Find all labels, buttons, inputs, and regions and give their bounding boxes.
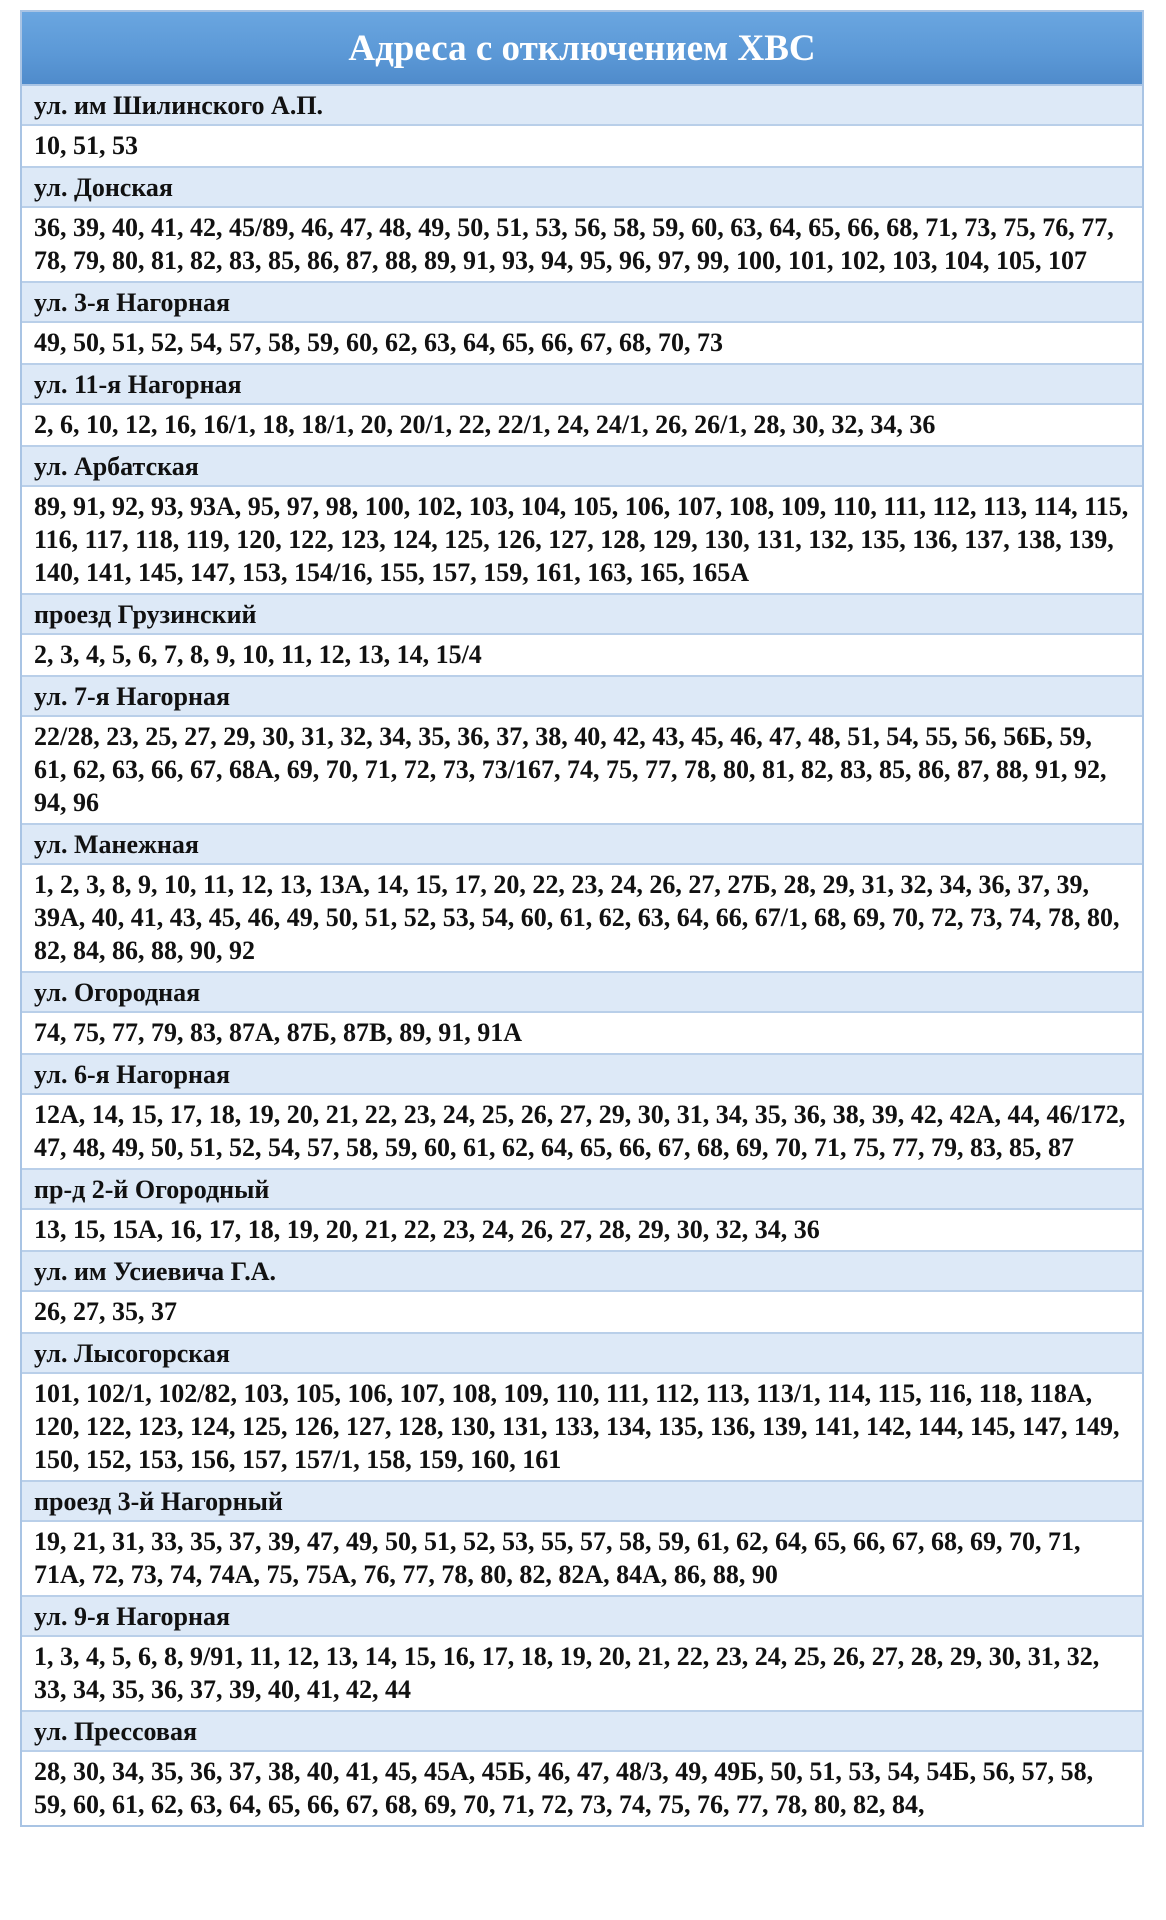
street-name-row: ул. Арбатская [22,447,1142,487]
house-numbers-row: 28, 30, 34, 35, 36, 37, 38, 40, 41, 45, 45А, 45Б, 46, 47, 48/3, 49, 49Б, 50, 51, 53, 54, 54Б, 56, 57, 58, 59, 60, 61, 62, 63, 64, 65, 66, 67, 68, 69, 70, 71, 72, 73, 74, 75, 76, 77, 78, 80, 82, 84, [22,1752,1142,1825]
house-numbers-row: 26, 27, 35, 37 [22,1292,1142,1334]
house-numbers-row: 13, 15, 15А, 16, 17, 18, 19, 20, 21, 22, 23, 24, 26, 27, 28, 29, 30, 32, 34, 36 [22,1210,1142,1252]
house-numbers-row: 49, 50, 51, 52, 54, 57, 58, 59, 60, 62, 63, 64, 65, 66, 67, 68, 70, 73 [22,323,1142,365]
house-numbers-row: 101, 102/1, 102/82, 103, 105, 106, 107, 108, 109, 110, 111, 112, 113, 113/1, 114, 115, 116, 118, 118А, 120, 122, 123, 124, 125, 126, 127, 128, 130, 131, 133, 134, 135, 136, 139, 141, 142, 144, 145, 147, 149, 150, 152, 153, 156, 157, 157/1, 158, 159, 160, 161 [22,1374,1142,1482]
table-rows [22,86,1142,1825]
street-name-row: ул. 6-я Нагорная [22,1055,1142,1095]
street-name-row: ул. 7-я Нагорная [22,677,1142,717]
house-numbers-row: 19, 21, 31, 33, 35, 37, 39, 47, 49, 50, 51, 52, 53, 55, 57, 58, 59, 61, 62, 64, 65, 66, 67, 68, 69, 70, 71, 71А, 72, 73, 74, 74А, 75, 75А, 76, 77, 78, 80, 82, 82А, 84А, 86, 88, 90 [22,1522,1142,1597]
street-name-row: проезд 3-й Нагорный [22,1482,1142,1522]
house-numbers-row: 10, 51, 53 [22,126,1142,168]
street-name-row: ул. им Шилинского А.П. [22,86,1142,126]
street-name-row: ул. Манежная [22,825,1142,865]
street-name-row: ул. Донская [22,168,1142,208]
house-numbers-row: 1, 3, 4, 5, 6, 8, 9/91, 11, 12, 13, 14, 15, 16, 17, 18, 19, 20, 21, 22, 23, 24, 25, 26, 27, 28, 29, 30, 31, 32, 33, 34, 35, 36, 37, 39, 40, 41, 42, 44 [22,1637,1142,1712]
street-name-row: ул. Огородная [22,973,1142,1013]
street-name-row: ул. Лысогорская [22,1334,1142,1374]
street-name-row: пр-д 2-й Огородный [22,1170,1142,1210]
house-numbers-row: 12А, 14, 15, 17, 18, 19, 20, 21, 22, 23, 24, 25, 26, 27, 29, 30, 31, 34, 35, 36, 38, 39, 42, 42А, 44, 46/172, 47, 48, 49, 50, 51, 52, 54, 57, 58, 59, 60, 61, 62, 64, 65, 66, 67, 68, 69, 70, 71, 75, 77, 79, 83, 85, 87 [22,1095,1142,1170]
house-numbers-row: 89, 91, 92, 93, 93А, 95, 97, 98, 100, 102, 103, 104, 105, 106, 107, 108, 109, 110, 111, 112, 113, 114, 115, 116, 117, 118, 119, 120, 122, 123, 124, 125, 126, 127, 128, 129, 130, 131, 132, 135, 136, 137, 138, 139, 140, 141, 145, 147, 153, 154/16, 155, 157, 159, 161, 163, 165, 165А [22,487,1142,595]
house-numbers-row: 2, 6, 10, 12, 16, 16/1, 18, 18/1, 20, 20/1, 22, 22/1, 24, 24/1, 26, 26/1, 28, 30, 32, 34, 36 [22,405,1142,447]
street-name-row: проезд Грузинский [22,595,1142,635]
table-title: Адреса с отключением ХВС [22,12,1142,86]
street-name-row: ул. Прессовая [22,1712,1142,1752]
street-name-row: ул. 9-я Нагорная [22,1597,1142,1637]
house-numbers-row: 1, 2, 3, 8, 9, 10, 11, 12, 13, 13А, 14, 15, 17, 20, 22, 23, 24, 26, 27, 27Б, 28, 29, 31, 32, 34, 36, 37, 39, 39А, 40, 41, 43, 45, 46, 49, 50, 51, 52, 53, 54, 60, 61, 62, 63, 64, 66, 67/1, 68, 69, 70, 72, 73, 74, 78, 80, 82, 84, 86, 88, 90, 92 [22,865,1142,973]
house-numbers-row: 74, 75, 77, 79, 83, 87А, 87Б, 87В, 89, 91, 91А [22,1013,1142,1055]
address-table [20,10,1144,1827]
house-numbers-row: 22/28, 23, 25, 27, 29, 30, 31, 32, 34, 35, 36, 37, 38, 40, 42, 43, 45, 46, 47, 48, 51, 54, 55, 56, 56Б, 59, 61, 62, 63, 66, 67, 68А, 69, 70, 71, 72, 73, 73/167, 74, 75, 77, 78, 80, 81, 82, 83, 85, 86, 87, 88, 91, 92, 94, 96 [22,717,1142,825]
street-name-row: ул. 11-я Нагорная [22,365,1142,405]
street-name-row: ул. им Усиевича Г.А. [22,1252,1142,1292]
house-numbers-row: 36, 39, 40, 41, 42, 45/89, 46, 47, 48, 49, 50, 51, 53, 56, 58, 59, 60, 63, 64, 65, 66, 68, 71, 73, 75, 76, 77, 78, 79, 80, 81, 82, 83, 85, 86, 87, 88, 89, 91, 93, 94, 95, 96, 97, 99, 100, 101, 102, 103, 104, 105, 107 [22,208,1142,283]
street-name-row: ул. 3-я Нагорная [22,283,1142,323]
house-numbers-row: 2, 3, 4, 5, 6, 7, 8, 9, 10, 11, 12, 13, 14, 15/4 [22,635,1142,677]
